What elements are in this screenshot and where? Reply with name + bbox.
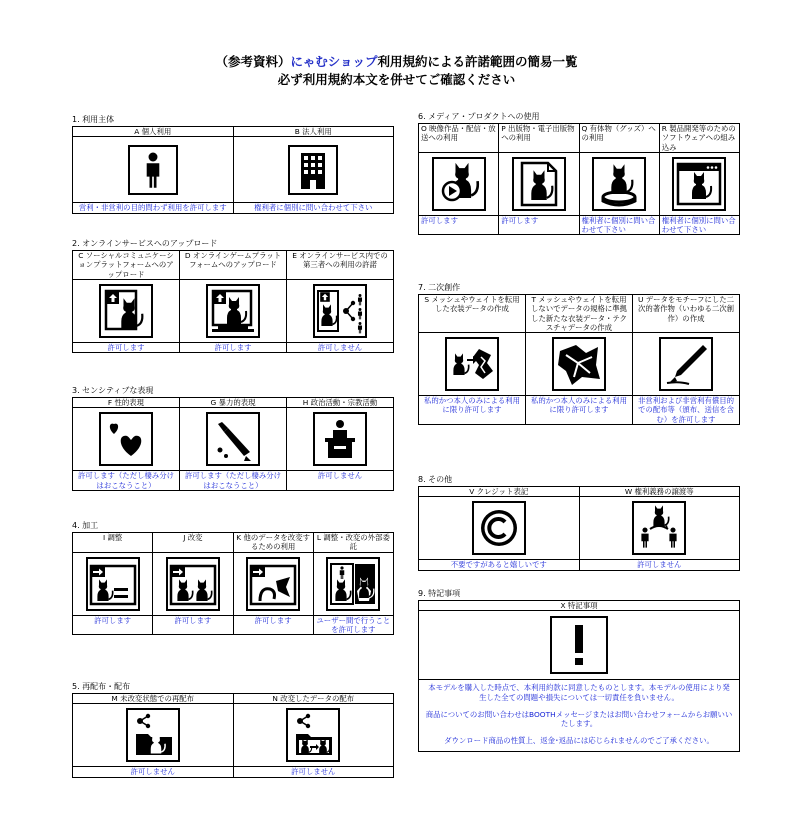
transfer-icon	[632, 501, 686, 555]
col-header: I 調整	[73, 533, 153, 553]
fabric-icon	[552, 337, 606, 391]
col-header: L 調整・改変の外部委託	[313, 533, 393, 553]
section-5	[72, 681, 394, 778]
permission-text: 許可しません	[579, 560, 740, 570]
adjust-icon	[86, 557, 140, 611]
page-subtitle: 必ず利用規約本文を併せてご確認ください	[277, 72, 516, 87]
col-header: G 暴力的表現	[180, 398, 287, 408]
section-2-table	[72, 250, 394, 353]
copyright-icon	[472, 501, 526, 555]
col-header: R 製品開発等のためのソフトウェアへの組み込み	[659, 124, 739, 153]
col-header: A 個人利用	[73, 127, 234, 137]
permission-text: 権利者に個別に問い合わせて下さい	[233, 203, 394, 213]
col-header: F 性的表現	[73, 398, 180, 408]
software-icon	[672, 157, 726, 211]
permission-text: 不要ですがあると嬉しいです	[419, 560, 580, 570]
col-header: H 政治活動・宗教活動	[287, 398, 394, 408]
col-header: W 権利義務の譲渡等	[579, 487, 740, 497]
permission-text: 許可します	[73, 342, 180, 352]
section-title: 8. その他	[418, 475, 453, 484]
permission-text: 権利者に個別に問い合わせて下さい	[659, 215, 739, 235]
permission-text: ユーザー間で行うことを許可します	[313, 615, 393, 635]
section-title: 6. メディア・プロダクトへの使用	[418, 112, 540, 121]
upload-game-icon	[206, 284, 260, 338]
col-header: X 特記事項	[419, 601, 740, 611]
permission-text: 許可します	[233, 615, 313, 635]
note-text: 本モデルを購入した時点で、本利用約款に同意したものとします。本モデルの使用により発生した全ての問題や損失については一切責任を負いません。	[428, 683, 730, 702]
permission-text: 許可しません	[233, 767, 394, 777]
section-title: 3. センシティブな表現	[72, 386, 154, 395]
col-header: N 改変したデータの配布	[233, 694, 394, 704]
col-header: P 出版物・電子出版物への利用	[499, 124, 579, 153]
section-1	[72, 114, 394, 214]
section-4-table	[72, 532, 394, 635]
publication-icon	[512, 157, 566, 211]
section-3	[72, 385, 394, 491]
note-text: 商品についてのお問い合わせはBOOTHメッセージまたはお問い合わせフォームからお願いいたします。	[425, 709, 733, 729]
section-4	[72, 520, 394, 635]
section-title: 2. オンラインサービスへのアップロード	[72, 239, 218, 248]
knife-icon	[206, 412, 260, 466]
section-title: 9. 特記事項	[418, 589, 461, 598]
permission-text: 許可します（ただし棲み分けはおこなうこと）	[180, 471, 287, 491]
col-header: C ソーシャルコミュニケーションプラットフォームへのアップロード	[73, 251, 180, 280]
col-header: O 映像作品・配信・放送への利用	[419, 124, 499, 153]
section-1-table	[72, 126, 394, 214]
building-icon	[288, 145, 338, 195]
permission-text: 許可します	[153, 615, 233, 635]
exclamation-icon	[550, 616, 608, 674]
col-header: T メッシュやウェイトを転用しないでデータの規格に準拠した新たな衣装データ・テクスチャデータの作成	[526, 295, 633, 333]
permission-text: 許可しません	[73, 767, 234, 777]
section-9-table	[418, 600, 740, 752]
hearts-icon	[99, 412, 153, 466]
section-8-table	[418, 486, 740, 571]
section-title: 5. 再配布・配布	[72, 682, 131, 691]
permission-text: 許可します	[419, 215, 499, 235]
person-icon	[128, 145, 178, 195]
section-title: 4. 加工	[72, 521, 99, 530]
figure-icon	[592, 157, 646, 211]
permission-text: 許可しません	[287, 342, 394, 352]
permission-text: 許可します	[73, 615, 153, 635]
permission-text: 許可します	[180, 342, 287, 352]
col-header: V クレジット表記	[419, 487, 580, 497]
col-header: D オンラインゲームプラットフォームへのアップロード	[180, 251, 287, 280]
permission-text: 許可しません	[287, 471, 394, 491]
section-8	[418, 474, 740, 571]
col-header: B 法人利用	[233, 127, 394, 137]
video-icon	[432, 157, 486, 211]
special-notes	[419, 680, 739, 750]
permission-text: 権利者に個別に問い合わせて下さい	[579, 215, 659, 235]
col-header: M 未改変状態での再配布	[73, 694, 234, 704]
modify-other-icon	[246, 557, 300, 611]
upload-social-icon	[99, 284, 153, 338]
permission-text: 許可します（ただし棲み分けはおこなうこと）	[73, 471, 180, 491]
share-third-party-icon	[313, 284, 367, 338]
section-5-table	[72, 693, 394, 778]
col-header: J 改変	[153, 533, 233, 553]
col-header: Q 有体物（グッズ）への利用	[579, 124, 659, 153]
permission-text: 私的かつ本人のみによる利用に限り許可します	[526, 396, 633, 425]
outsource-icon	[326, 557, 380, 611]
col-header: E オンラインサービス内での第三者への利用の許諾	[287, 251, 394, 280]
section-2	[72, 238, 394, 353]
section-7-table	[418, 294, 740, 425]
permission-text: 許可します	[499, 215, 579, 235]
note-text: ダウンロード商品の性質上、返金･返品には応じられませんのでご了承ください。	[444, 736, 714, 746]
col-header: U データをモチーフにした二次的著作物（いわゆる二次創作）の作成	[633, 295, 740, 333]
section-title: 1. 利用主体	[72, 115, 115, 124]
costume-icon	[445, 337, 499, 391]
shop-name: にゃむショップ	[290, 54, 378, 69]
modify-icon	[166, 557, 220, 611]
section-title: 7. 二次創作	[418, 283, 461, 292]
distribute-modified-icon	[286, 708, 340, 762]
page-title: （参考資料）にゃむショップ利用規約による許諾範囲の簡易一覧	[215, 54, 578, 69]
col-header: K 他のデータを改変するための利用	[233, 533, 313, 553]
redistribute-icon	[126, 708, 180, 762]
permission-text: 非営利および非営利有償目的での配布等（頒布、送信を含む）を許可します	[633, 396, 740, 425]
section-7	[418, 282, 740, 425]
section-6	[418, 111, 740, 235]
pen-icon	[659, 337, 713, 391]
permission-text: 営利・非営利の目的問わず利用を許可します	[73, 203, 234, 213]
col-header: S メッシュやウェイトを転用した衣装データの作成	[419, 295, 526, 333]
podium-icon	[313, 412, 367, 466]
permission-text: 私的かつ本人のみによる利用に限り許可します	[419, 396, 526, 425]
section-3-table	[72, 397, 394, 491]
section-9	[418, 588, 740, 752]
section-6-table	[418, 123, 740, 235]
